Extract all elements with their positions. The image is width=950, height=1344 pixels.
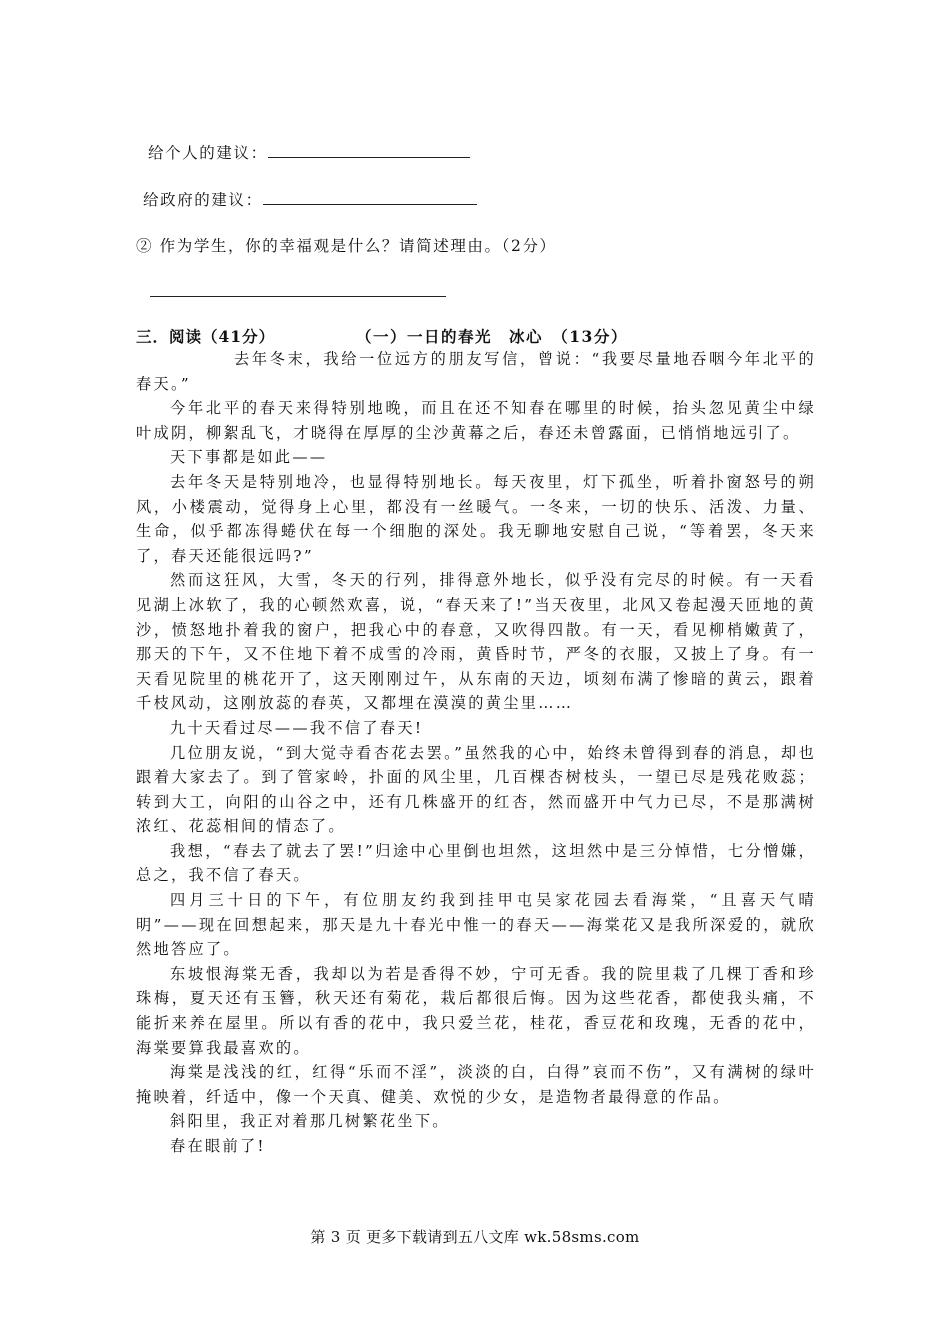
question-2: ② 作为学生，你的幸福观是什么？请简述理由。（2分） (136, 237, 557, 255)
page-footer: 第 3 页 更多下载请到五八文库 wk.58sms.com (310, 1228, 640, 1246)
passage-paragraph: 几位朋友说，“到大觉寺看杏花去罢。”虽然我的心中，始终未曾得到春的消息，却也跟着大家去了。到了管家岭，扑面的风尘里，几百棵杏树枝头，一望已尽是残花败蕊；转到大工，向阳的山谷之中，还有几株盛开的红杏，然而盛开中气力已尽，不是那满树浓红、花蕊相间的情态了。 (136, 743, 817, 836)
section-subtitle: （一）一日的春光 冰心 （13分） (356, 327, 628, 346)
passage (136, 347, 816, 1159)
government-suggestion-label: 给政府的建议： (143, 191, 263, 209)
passage-paragraph: 我想，“春去了就去了罢!”归途中心里倒也坦然，这坦然中是三分悼惜，七分憎嫌，总之，我不信了春天。 (136, 841, 816, 885)
answer-blank[interactable] (150, 296, 446, 297)
passage-paragraph: 去年冬末，我给一位远方的朋友写信，曾说：“我要尽量地吞咽今年北平的春天。” (136, 350, 816, 393)
passage-paragraph: 天下事都是如此—— (170, 448, 328, 467)
section-title: 三．阅读（41分） (136, 327, 276, 346)
passage-paragraph: 海棠是浅浅的红，红得“乐而不淫”，淡淡的白，白得”哀而不伤”，又有满树的绿叶掩映着，纤适中，像一个天真、健美、欢悦的少女，是造物者最得意的作品。 (136, 1063, 816, 1106)
passage-paragraph: 东坡恨海棠无香，我却以为若是香得不妙，宁可无香。我的院里栽了几棵丁香和珍珠梅，夏天还有玉簪，秋天还有菊花，栽后都很后悔。因为这些花香，都使我头痛，不能折来养在屋里。所以有香的花中，我只爱兰花，桂花，香豆花和玫瑰，无香的花中，海棠要算我最喜欢的。 (136, 964, 816, 1057)
passage-paragraph: 斜阳里，我正对着那几树繁花坐下。 (170, 1112, 450, 1131)
passage-paragraph: 四月三十日的下午，有位朋友约我到挂甲屯吴家花园去看海棠，“且喜天气晴明”——现在回想起来，那天是九十春光中惟一的春天——海棠花又是我所深爱的，就欣然地答应了。 (136, 891, 816, 959)
passage-paragraph: 今年北平的春天来得特别地晚，而且在还不知春在哪里的时候，抬头忽见黄尘中绿叶成阴，柳絮乱飞，才晓得在厚厚的尘沙黄幕之后，春还未曾露面，已悄悄地远引了。 (136, 399, 816, 442)
passage-paragraph: 然而这狂风，大雪，冬天的行列，排得意外地长，似乎没有完尽的时候。有一天看见湖上冰软了，我的心顿然欢喜，说，“春天来了!”当天夜里，北风又卷起漫天匝地的黄沙，愤怒地扑着我的窗户，把我心中的春意，又吹得四散。有一天，看见柳梢嫩黄了，那天的下午，又不住地下着不成雪的冷雨，黄昏时节，严冬的衣服，又披上了身。有一天看见院里的桃花开了，这天刚刚过午，从东南的天边，顷刻布满了惨暗的黄云，跟着千枝风动，这刚放蕊的春英，又都埋在漠漠的黄尘里…… (136, 571, 816, 713)
passage-paragraph: 九十天看过尽——我不信了春天! (170, 718, 424, 737)
personal-suggestion-blank[interactable] (268, 143, 470, 158)
personal-suggestion-line (148, 141, 470, 163)
personal-suggestion-label: 给个人的建议： (148, 144, 268, 162)
passage-paragraph: 去年冬天是特别地冷，也显得特别地长。每天夜里，灯下孤坐，听着扑窗怒号的朔风，小楼震动，觉得身上心里，都没有一丝暖气。一冬来，一切的快乐、活泼、力量、生命，似乎都冻得蜷伏在每一个细胞的深处。我无聊地安慰自己说，“等着罢，冬天来了，春天还能很远吗?” (136, 472, 816, 565)
passage-paragraph: 春在眼前了! (170, 1137, 266, 1155)
government-suggestion-line (143, 188, 477, 210)
government-suggestion-blank[interactable] (263, 190, 477, 205)
